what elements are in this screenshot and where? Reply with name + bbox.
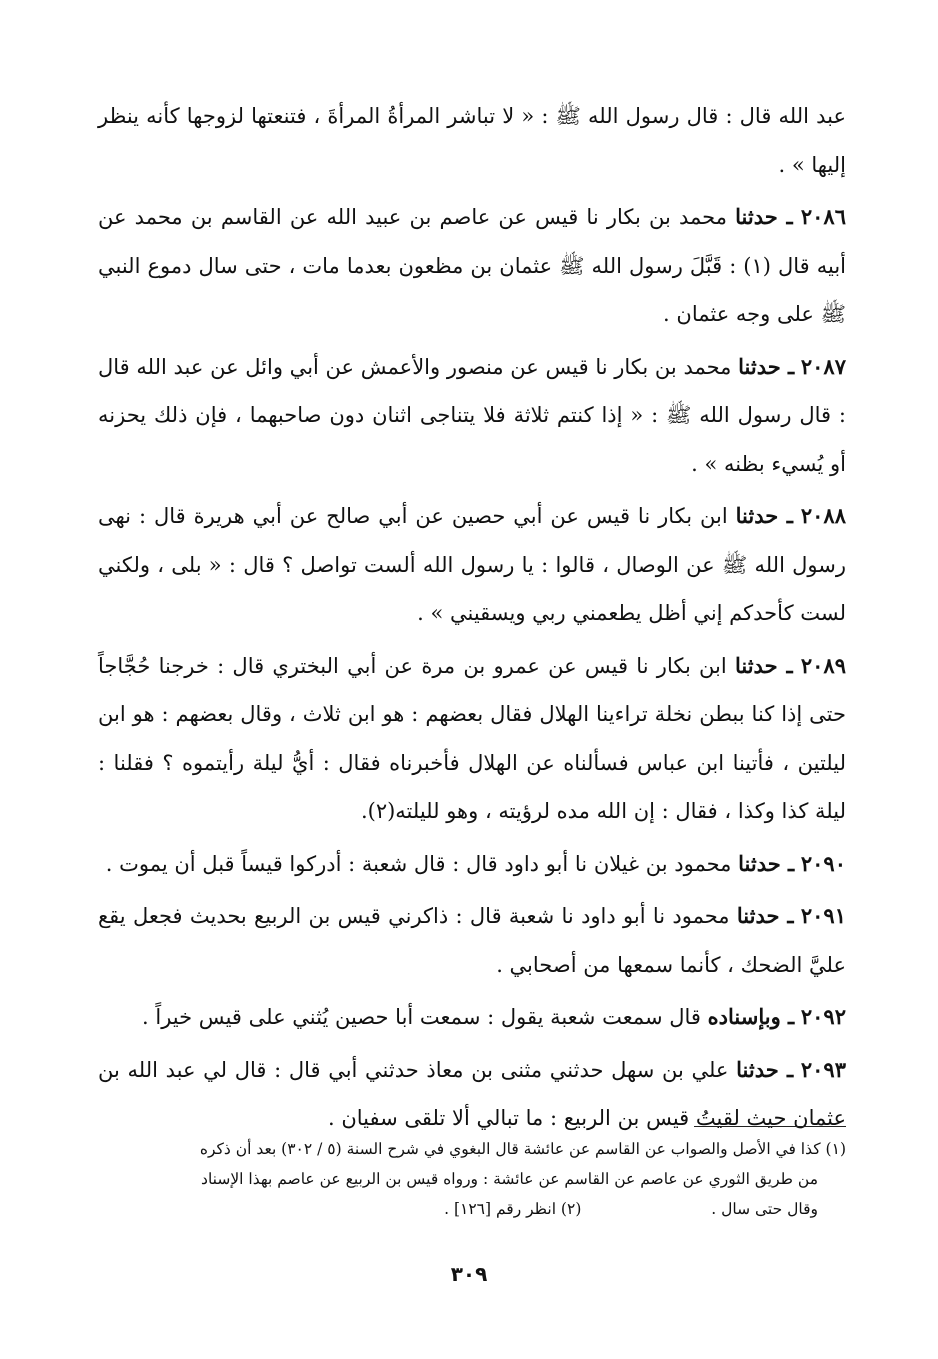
hadith-keyword: حدثنا: [735, 204, 778, 229]
hadith-keyword: حدثنا: [735, 503, 779, 528]
hadith-text: قال سمعت شعبة يقول : سمعت أبا حصين يُثني على قيس خيراً .: [142, 1005, 701, 1029]
hadith-text: محمود نا أبو داود نا شعبة قال : ذاكرني قيس بن الربيع بحديث فجعل يقع عليَّ الضحك ، كأنما سمعها من أصحابي .: [98, 904, 846, 977]
hadith-keyword: حدثنا: [738, 850, 781, 876]
hadith-2092: ٢٠٩٢ ـ وبإسناده قال سمعت شعبة يقول : سمعت أبا حصين يُثني على قيس خيراً .: [142, 1004, 846, 1029]
hadith-number: ٢٠٨٦: [800, 204, 846, 229]
hadith-2093: ٢٠٩٣ ـ حدثنا علي بن سهل حدثني مثنى بن معاذ حدثني أبي قال : قال لي عبد الله بن عثمان حيث لقيتُ قيس بن الربيع : ما تبالي ألا تلقى سفيان .: [98, 1056, 846, 1130]
footnote-text: وقال حتى سال .: [711, 1200, 818, 1218]
paragraph-text: عبد الله قال : قال رسول الله ﷺ : « لا تباشر المرأةُ المرأةَ ، فتنعتها لزوجها كأنه ينظر إليها » .: [98, 104, 846, 177]
hadith-number: ٢٠٩٣: [800, 1056, 846, 1082]
hadith-keyword: حدثنا: [734, 652, 778, 678]
hadith-2090: ٢٠٩٠ ـ حدثنا محمود بن غيلان نا أبو داود قال : قال شعبة : أدركوا قيساً قبل أن يموت .: [105, 850, 846, 876]
hadith-keyword: حدثنا: [736, 1056, 779, 1082]
hadith-keyword: وبإسناده: [707, 1004, 781, 1029]
hadith-keyword: حدثنا: [738, 353, 781, 379]
paragraph-intro: [98, 92, 846, 189]
hadith-text: محمد بن بكار نا قيس عن عاصم بن عبيد الله عن القاسم بن محمد عن أبيه قال (١) : قَبَّلَ رسول الله ﷺ عثمان بن مظعون بعدما مات ، حتى سال دموع النبي ﷺ على وجه عثمان .: [98, 205, 847, 326]
page-body: [98, 92, 846, 1147]
footnote-divider: [694, 1126, 846, 1127]
hadith-number: ٢٠٩٠: [800, 850, 846, 876]
hadith-number: ٢٠٨٩: [800, 652, 846, 678]
hadith-2087: ٢٠٨٧ ـ حدثنا محمد بن بكار نا قيس عن منصور والأعمش عن أبي وائل عن عبد الله قال : قال رسول الله ﷺ : « إذا كنتم ثلاثة فلا يتناجى اثنان دون صاحبهما ، فإن ذلك يحزنه أو يُسيء بظنه » .: [98, 353, 846, 476]
hadith-text: محمود بن غيلان نا أبو داود قال : قال شعبة : أدركوا قيساً قبل أن يموت .: [105, 851, 732, 876]
hadith-text: ابن بكار نا قيس عن عمرو بن مرة عن أبي البختري قال : خرجنا حُجَّاجاً حتى إذا كنا ببطن نخلة تراءينا الهلال فقال بعضهم : هو ابن ثلاث ، وقال بعضهم : هو ابن ليلتين ، فأتينا ابن عباس فسألناه عن الهلال فأخبرناه فقال : أيُّ ليلة رأيتموه ؟ فقلنا : ليلة كذا وكذا ، فقال : إن الله مده لرؤيته ، وهو لليلته(٢).: [98, 653, 846, 823]
hadith-2091: ٢٠٩١ ـ حدثنا محمود نا أبو داود نا شعبة قال : ذاكرني قيس بن الربيع بحديث فجعل يقع عليَّ الضحك ، كأنما سمعها من أصحابي .: [98, 903, 846, 977]
hadith-text: علي بن سهل حدثني مثنى بن معاذ حدثني أبي قال : قال لي عبد الله بن عثمان حيث لقيتُ قيس بن الربيع : ما تبالي ألا تلقى سفيان .: [98, 1057, 846, 1130]
page-number: ٣٠٩: [450, 1262, 488, 1286]
hadith-number: ٢٠٨٧: [800, 353, 846, 379]
hadith-keyword: حدثنا: [736, 903, 780, 928]
hadith-number: ٢٠٩٢: [800, 1004, 846, 1029]
hadith-text: ابن بكار نا قيس عن أبي حصين عن أبي صالح عن أبي هريرة قال : نهى رسول الله ﷺ عن الوصال ، قالوا : يا رسول الله ألست تواصل ؟ قال : « بلى ، ولكني لست كأحدكم إني أظل يطعمني ربي ويسقيني » .: [98, 504, 846, 625]
footnote-line: من طريق الثوري عن عاصم عن القاسم عن عائشة : ورواه قيس بن الربيع عن عاصم بهذا الإسناد: [201, 1170, 818, 1188]
footnote-line: [98, 1194, 846, 1224]
hadith-2088: ٢٠٨٨ ـ حدثنا ابن بكار نا قيس عن أبي حصين عن أبي صالح عن أبي هريرة قال : نهى رسول الله ﷺ عن الوصال ، قالوا : يا رسول الله ألست تواصل ؟ قال : « بلى ، ولكني لست كأحدكم إني أظل يطعمني ربي ويسقيني » .: [98, 503, 846, 625]
hadith-number: ٢٠٨٨: [800, 503, 846, 528]
footnote-line: (١) كذا في الأصل والصواب عن القاسم عن عائشة قال البغوي في شرح السنة (٥ / ٣٠٢) بعد أن ذكره: [199, 1140, 846, 1158]
hadith-number: ٢٠٩١: [800, 903, 846, 928]
footnote-2: (٢) انظر رقم [١٢٦] .: [444, 1200, 582, 1218]
hadith-2086: ٢٠٨٦ ـ حدثنا محمد بن بكار نا قيس عن عاصم بن عبيد الله عن القاسم بن محمد عن أبيه قال (١) : قَبَّلَ رسول الله ﷺ عثمان بن مظعون بعدما مات ، حتى سال دموع النبي ﷺ على وجه عثمان .: [98, 204, 847, 326]
hadith-2089: ٢٠٨٩ ـ حدثنا ابن بكار نا قيس عن عمرو بن مرة عن أبي البختري قال : خرجنا حُجَّاجاً حتى إذا كنا ببطن نخلة تراءينا الهلال فقال بعضهم : هو ابن ثلاث ، وقال بعضهم : هو ابن ليلتين ، فأتينا ابن عباس فسألناه عن الهلال فأخبرناه فقال : أيُّ ليلة رأيتموه ؟ فقلنا : ليلة كذا وكذا ، فقال : إن الله مده لرؤيته ، وهو لليلته(٢).: [98, 652, 846, 823]
hadith-text: محمد بن بكار نا قيس عن منصور والأعمش عن أبي وائل عن عبد الله قال : قال رسول الله ﷺ : « إذا كنتم ثلاثة فلا يتناجى اثنان دون صاحبهما ، فإن ذلك يحزنه أو يُسيء بظنه » .: [98, 354, 846, 476]
footnotes: [98, 1134, 846, 1224]
